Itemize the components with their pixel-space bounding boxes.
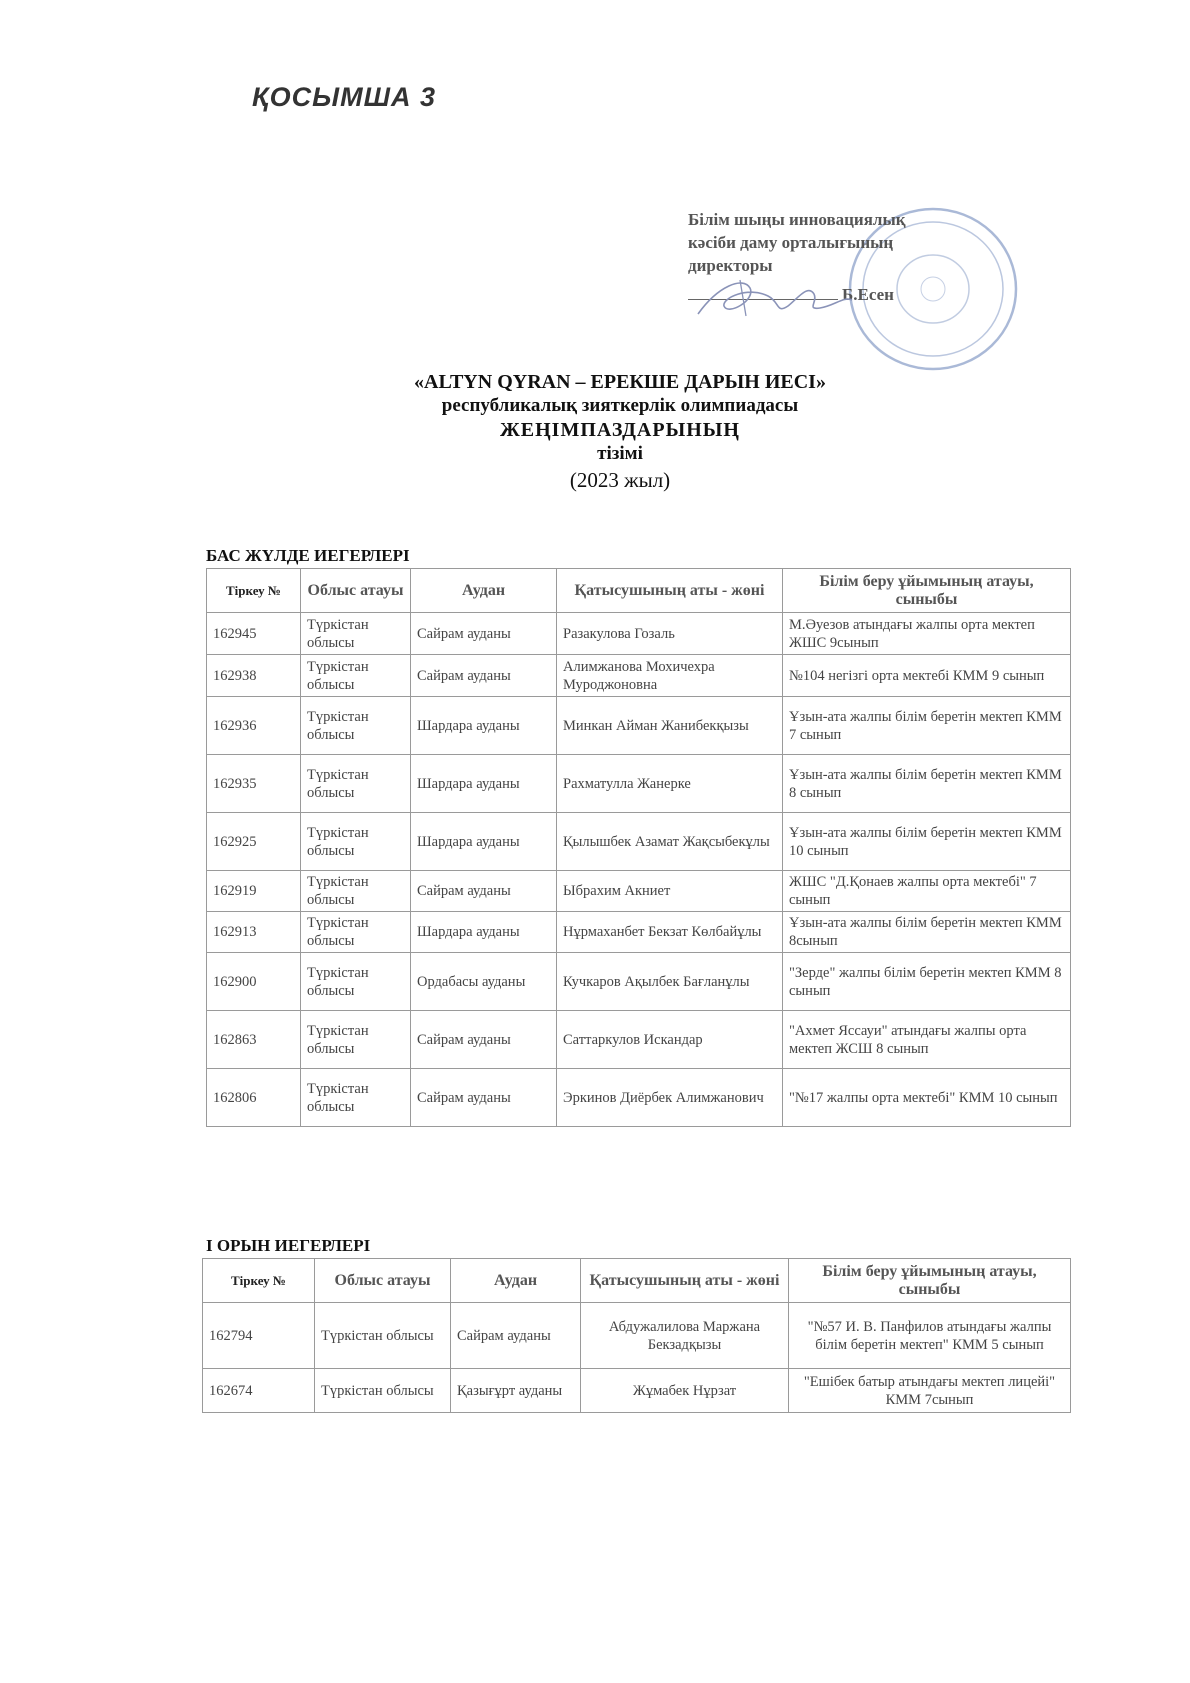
approval-line-2: кәсіби даму орталығының: [688, 233, 894, 252]
cell-district: Сайрам ауданы: [451, 1303, 581, 1369]
cell-name: Саттаркулов Искандар: [557, 1011, 783, 1069]
table-row: [207, 953, 1071, 1011]
cell-school: Ұзын-ата жалпы білім беретін мектеп КММ 7 сынып: [783, 697, 1071, 755]
cell-name: Кучкаров Ақылбек Бағланұлы: [557, 953, 783, 1011]
table-row: [207, 1069, 1071, 1127]
approval-line-3: директоры: [688, 256, 773, 275]
table-row: [207, 655, 1071, 697]
cell-district: Сайрам ауданы: [411, 655, 557, 697]
cell-name: Нұрмаханбет Бекзат Көлбайұлы: [557, 912, 783, 953]
cell-school: №104 негізгі орта мектебі КММ 9 сынып: [783, 655, 1071, 697]
cell-reg: 162919: [207, 871, 301, 912]
cell-reg: 162794: [203, 1303, 315, 1369]
cell-district: Сайрам ауданы: [411, 1011, 557, 1069]
first-place-table: [202, 1258, 1071, 1413]
cell-region: Түркістан облысы: [301, 953, 411, 1011]
cell-region: Түркістан облысы: [301, 655, 411, 697]
cell-school: Ұзын-ата жалпы білім беретін мектеп КММ 8сынып: [783, 912, 1071, 953]
cell-reg: 162935: [207, 755, 301, 813]
col-district-header: Аудан: [411, 569, 557, 613]
table-row: [207, 1011, 1071, 1069]
cell-district: Шардара ауданы: [411, 912, 557, 953]
col-name-header: Қатысушының аты - жөні: [581, 1259, 789, 1303]
grand-prize-heading: БАС ЖҮЛДЕ ИЕГЕРЛЕРІ: [206, 546, 410, 565]
cell-region: Түркістан облысы: [315, 1369, 451, 1413]
cell-reg: 162936: [207, 697, 301, 755]
cell-name: Эркинов Диёрбек Алимжанович: [557, 1069, 783, 1127]
cell-name: Рахматулла Жанерке: [557, 755, 783, 813]
cell-region: Түркістан облысы: [315, 1303, 451, 1369]
title-line-3: ЖЕҢІМПАЗДАРЫНЫҢ: [500, 419, 740, 441]
cell-region: Түркістан облысы: [301, 871, 411, 912]
cell-name: Минкан Айман Жанибекқызы: [557, 697, 783, 755]
cell-school: "№17 жалпы орта мектебі" КММ 10 сынып: [783, 1069, 1071, 1127]
table-row: [203, 1369, 1071, 1413]
handwritten-signature: [688, 266, 858, 326]
cell-school: "Ахмет Яссауи" атындағы жалпы орта мектеп ЖСШ 8 сынып: [783, 1011, 1071, 1069]
table-row: [207, 813, 1071, 871]
cell-region: Түркістан облысы: [301, 1069, 411, 1127]
cell-name: Абдужалилова Маржана Бекзадқызы: [581, 1303, 789, 1369]
cell-reg: 162900: [207, 953, 301, 1011]
cell-region: Түркістан облысы: [301, 697, 411, 755]
cell-district: Ордабасы ауданы: [411, 953, 557, 1011]
cell-district: Сайрам ауданы: [411, 1069, 557, 1127]
cell-region: Түркістан облысы: [301, 813, 411, 871]
title-line-2: республикалық зияткерлік олимпиадасы: [441, 395, 799, 416]
table-row: [207, 697, 1071, 755]
cell-school: "Ешібек батыр атындағы мектеп лицейі" КММ 7сынып: [789, 1369, 1071, 1413]
cell-name: Ыбрахим Акниет: [557, 871, 783, 912]
cell-district: Сайрам ауданы: [411, 871, 557, 912]
cell-reg: 162674: [203, 1369, 315, 1413]
col-district-header: Аудан: [451, 1259, 581, 1303]
cell-school: ЖШС "Д.Қонаев жалпы орта мектебі" 7 сынып: [783, 871, 1071, 912]
cell-school: "№57 И. В. Панфилов атындағы жалпы білім беретін мектеп" КММ 5 сынып: [789, 1303, 1071, 1369]
cell-region: Түркістан облысы: [301, 912, 411, 953]
cell-reg: 162863: [207, 1011, 301, 1069]
table-row: [207, 912, 1071, 953]
first-place-heading: І ОРЫН ИЕГЕРЛЕРІ: [206, 1236, 371, 1255]
cell-reg: 162806: [207, 1069, 301, 1127]
table-row: [207, 613, 1071, 655]
cell-school: "Зерде" жалпы білім беретін мектеп КММ 8 сынып: [783, 953, 1071, 1011]
signer-name: Б.Есен: [842, 285, 894, 304]
col-reg-header: Тіркеу №: [207, 569, 301, 613]
col-school-header: Білім беру ұйымының атауы, сыныбы: [783, 569, 1071, 613]
col-region-header: Облыс атауы: [301, 569, 411, 613]
document-title: [240, 370, 1000, 492]
table-header-row: [207, 569, 1071, 613]
cell-name: Алимжанова Мохичехра Муроджоновна: [557, 655, 783, 697]
grand-prize-table: [206, 568, 1071, 1127]
cell-name: Қылышбек Азамат Жақсыбекұлы: [557, 813, 783, 871]
table-row: [203, 1303, 1071, 1369]
cell-region: Түркістан облысы: [301, 1011, 411, 1069]
cell-region: Түркістан облысы: [301, 755, 411, 813]
table-row: [207, 755, 1071, 813]
cell-district: Шардара ауданы: [411, 755, 557, 813]
cell-region: Түркістан облысы: [301, 613, 411, 655]
cell-reg: 162938: [207, 655, 301, 697]
cell-district: Қазығұрт ауданы: [451, 1369, 581, 1413]
col-region-header: Облыс атауы: [315, 1259, 451, 1303]
cell-name: Жұмабек Нұрзат: [581, 1369, 789, 1413]
cell-reg: 162945: [207, 613, 301, 655]
approval-line-1: Білім шыңы инновациялық: [688, 210, 906, 229]
cell-district: Шардара ауданы: [411, 813, 557, 871]
annex-label: ҚОСЫМША 3: [252, 82, 437, 112]
col-reg-header: Тіркеу №: [203, 1259, 315, 1303]
col-school-header: Білім беру ұйымының атауы, сыныбы: [789, 1259, 1071, 1303]
title-line-1: «ALTYN QYRAN – ЕРЕКШЕ ДАРЫН ИЕСІ»: [414, 371, 826, 393]
cell-school: Ұзын-ата жалпы білім беретін мектеп КММ 10 сынып: [783, 813, 1071, 871]
cell-name: Разакулова Гозаль: [557, 613, 783, 655]
table-row: [207, 871, 1071, 912]
cell-school: Ұзын-ата жалпы білім беретін мектеп КММ 8 сынып: [783, 755, 1071, 813]
title-line-5: (2023 жыл): [569, 468, 671, 492]
col-name-header: Қатысушының аты - жөні: [557, 569, 783, 613]
cell-district: Сайрам ауданы: [411, 613, 557, 655]
table-header-row: [203, 1259, 1071, 1303]
title-line-4: тізімі: [597, 443, 643, 464]
cell-reg: 162913: [207, 912, 301, 953]
cell-district: Шардара ауданы: [411, 697, 557, 755]
cell-reg: 162925: [207, 813, 301, 871]
cell-school: М.Әуезов атындағы жалпы орта мектеп ЖШС 9сынып: [783, 613, 1071, 655]
